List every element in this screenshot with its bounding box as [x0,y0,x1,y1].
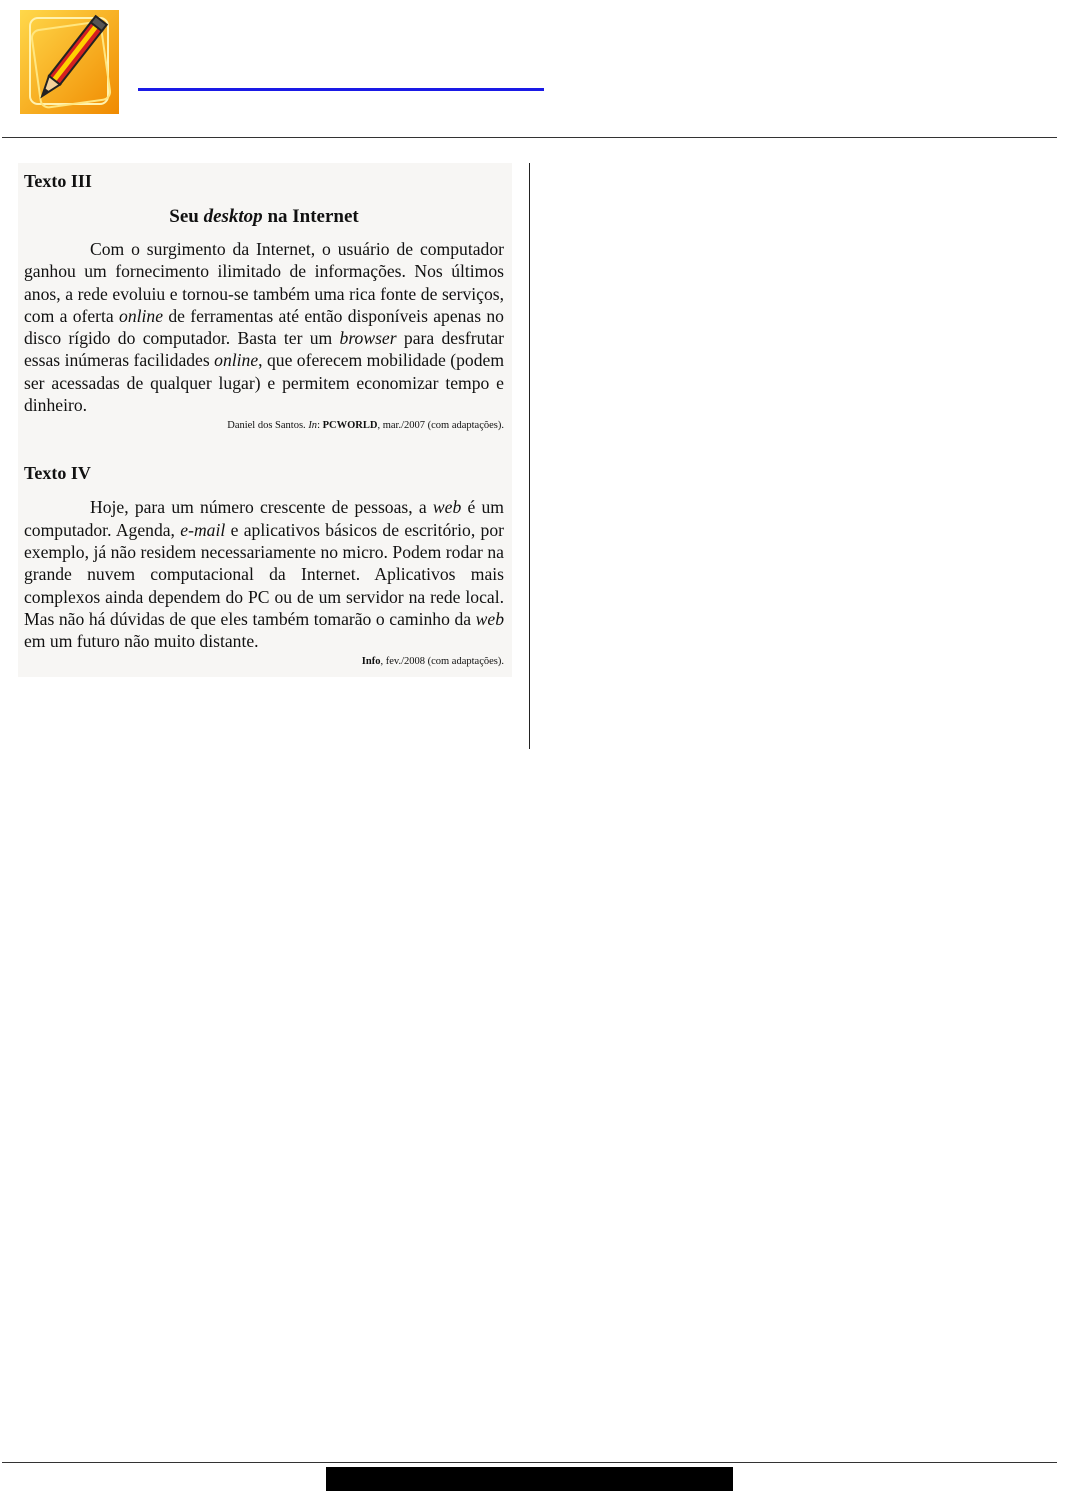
texto-iv [18,455,512,671]
texto-iii-title: Seu desktop na Internet [169,206,359,227]
texto-iv-paragraph: Hoje, para um número crescente de pessoas, a web é um computador. Agenda, e-mail e aplicativos básicos de escritório, por exemplo, já não residem necessariamente no micro. Podem rodar na grande nuvem computacional da Internet. Aplicativos mais complexos ainda dependem do PC ou de um servidor na rede local. Mas não há dúvidas de que eles também tomarão o caminho da web em um futuro não muito distante. [24,497,505,652]
pencil-logo-icon [20,10,119,114]
header-link-underline[interactable] [138,88,544,91]
scanned-texts [18,163,512,677]
footer-bar [326,1467,733,1491]
texto-iv-source: Info, fev./2008 (com adaptações). [361,656,504,668]
texto-iii [18,163,512,435]
bottom-rule [2,1462,1057,1463]
texto-iii-source: Daniel dos Santos. In: PCWORLD, mar./2007 (com adaptações). [227,420,504,432]
texto-iii-paragraph: Com o surgimento da Internet, o usuário de computador ganhou um fornecimento ilimitado de informações. Nos últimos anos, a rede evoluiu e tornou-se também uma rica fonte de serviços, com a oferta online de ferramentas até então disponíveis apenas no disco rígido do computador. Basta ter um browser para desfrutar essas inúmeras facilidades online, que oferecem mobilidade (podem ser acessadas de qualquer lugar) e permitem economizar tempo e dinheiro. [24,239,505,416]
texto-iii-heading: Texto III [24,171,92,191]
top-rule [2,137,1057,138]
texto-iv-heading: Texto IV [24,463,91,484]
column-divider [529,163,530,749]
